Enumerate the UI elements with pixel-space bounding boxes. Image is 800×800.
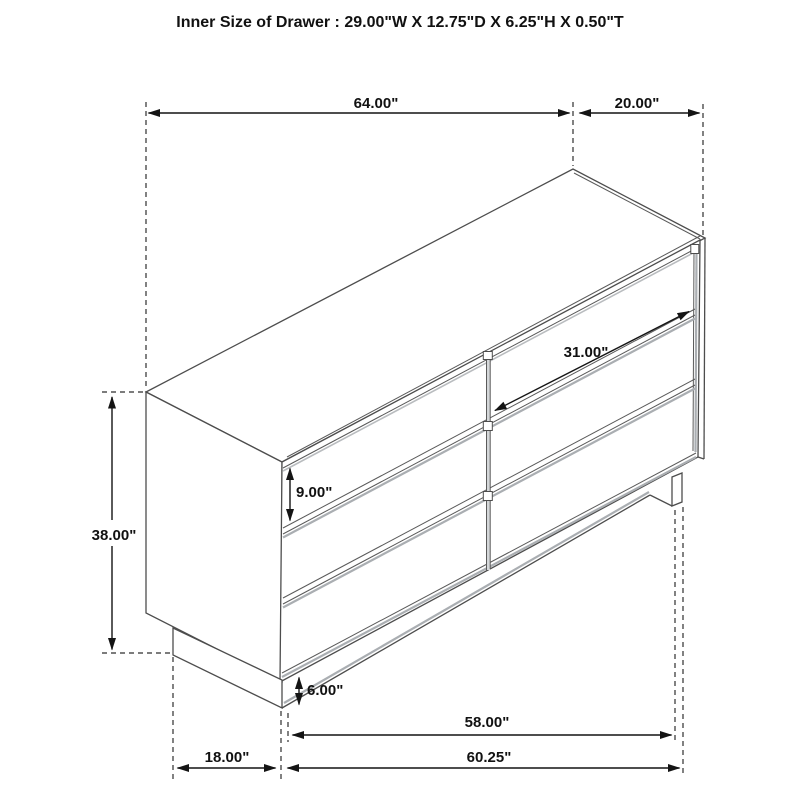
dimension-base-height-label: 6.00" — [307, 682, 344, 699]
divider-top-cap — [483, 352, 492, 360]
dimension-side-bottom-depth-label: 18.00" — [204, 749, 250, 766]
dresser-drawing — [146, 169, 705, 708]
right-edge-top-cap — [691, 245, 699, 254]
divider-mid-cap-1 — [483, 422, 492, 431]
dimension-overall-height-label: 38.00" — [91, 527, 137, 544]
dimension-top-depth — [580, 95, 700, 113]
dimension-overall-front-width — [288, 749, 680, 768]
front-right-leg — [672, 473, 682, 506]
dimension-top-width-label: 64.00" — [353, 95, 399, 112]
dimension-base-front-width — [293, 714, 672, 735]
dimension-top-width — [149, 95, 570, 113]
dimension-overall-height — [86, 397, 139, 650]
dimension-top-depth-label: 20.00" — [614, 95, 660, 112]
dimension-drawer-opening-width-label: 31.00" — [563, 344, 609, 361]
dimension-drawer-face-height-label: 9.00" — [296, 484, 333, 501]
dimension-overall-front-width-label: 60.25" — [466, 749, 512, 766]
center-divider — [487, 352, 491, 571]
divider-mid-cap-2 — [483, 492, 492, 501]
dimension-base-front-width-label: 58.00" — [464, 714, 510, 731]
diagram-title: Inner Size of Drawer : 29.00"W X 12.75"D X 6.25"H X 0.50"T — [176, 14, 624, 31]
dimension-side-bottom-depth — [178, 749, 276, 768]
